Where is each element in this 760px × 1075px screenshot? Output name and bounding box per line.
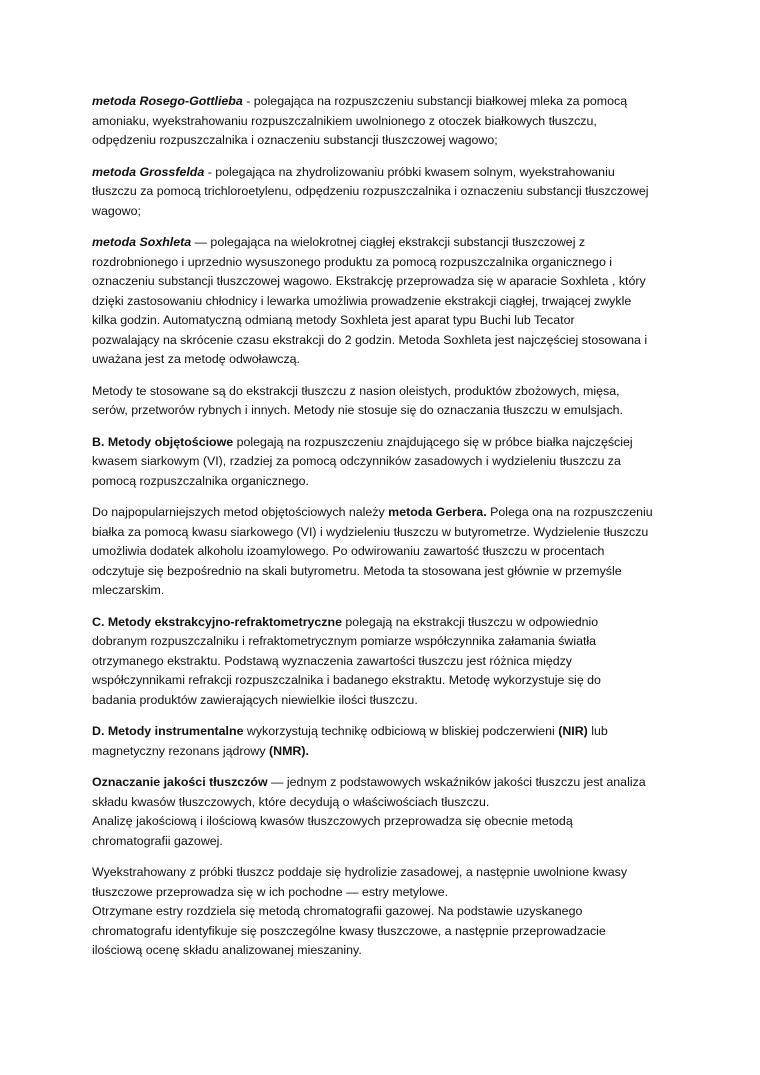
text-line	[92, 350, 674, 370]
text-run: — jednym z podstawowych wskaźników jakości tłuszczu jest analiza	[267, 775, 646, 789]
text-line	[92, 401, 674, 421]
text-line	[92, 131, 674, 151]
text-line	[92, 793, 674, 813]
text-run: dobranym rozpuszczalniku i refraktometrycznym pomiarze współczynnika załamania światła	[92, 634, 597, 648]
text-line	[92, 272, 674, 292]
text-line	[92, 433, 674, 453]
text-line	[92, 742, 674, 762]
text-run: rozdrobnionego i uprzednio wysuszonego produktu za pomocą rozpuszczalnika organicznego i	[92, 254, 613, 269]
bold-term: B. Metody objętościowe	[92, 434, 234, 449]
text-run: otrzymanego ekstraktu. Podstawą wyznaczenia zawartości tłuszczu jest różnica między	[92, 653, 572, 668]
text-run: Metody te stosowane są do ekstrakcji tłuszczu z nasion oleistych, produktów zbożowych, mięsa,	[92, 383, 620, 398]
text-run: ilościową ocenę składu analizowanej mieszaniny.	[92, 943, 362, 957]
method-name: metoda Soxhleta	[92, 235, 192, 249]
text-run: kilka godzin. Automatyczną odmianą metody Soxhleta jest aparat typu Buchi lub Tecator	[92, 313, 575, 327]
text-run: białka za pomocą kwasu siarkowego (VI) i wydzieleniu tłuszczu w butyrometrze. Wydzielenie tłuszczu	[92, 524, 649, 539]
paragraph	[92, 163, 674, 222]
text-line	[92, 253, 674, 273]
text-run: odczytuje się bezpośrednio na skali butyrometru. Metoda ta stosowana jest głównie w przemyśle	[92, 563, 622, 578]
text-line	[92, 773, 674, 793]
paragraph	[92, 92, 674, 151]
text-run: Polega ona na rozpuszczeniu	[486, 505, 653, 519]
text-run: - polegająca na rozpuszczeniu substancji białkowej mleka za pomocą	[242, 94, 628, 108]
text-line	[92, 163, 674, 183]
bold-term: metoda Gerbera.	[388, 505, 487, 519]
text-line	[92, 652, 674, 672]
text-line	[92, 832, 674, 852]
text-line	[92, 902, 674, 922]
text-line	[92, 812, 674, 832]
text-run: tłuszczowe przeprowadza się w ich pochodne — estry metylowe.	[92, 884, 449, 899]
text-run: wykorzystują technikę odbiciową w bliskiej podczerwieni	[243, 724, 559, 738]
text-line	[92, 922, 674, 942]
text-line	[92, 671, 674, 691]
bold-term: (NIR)	[558, 724, 588, 738]
text-line	[92, 722, 674, 742]
bold-term: Oznaczanie jakości tłuszczów	[92, 775, 268, 789]
text-run: pozwalający na skrócenie czasu ekstrakcji do 2 godzin. Metoda Soxhleta jest najczęściej stosowana i	[92, 332, 648, 347]
text-line	[92, 542, 674, 562]
text-line	[92, 613, 674, 633]
text-run: - polegająca na zhydrolizowaniu próbki kwasem solnym, wyekstrahowaniu	[204, 164, 615, 179]
text-line	[92, 382, 674, 402]
text-line	[92, 503, 674, 523]
text-run: kwasem siarkowym (VI), rzadziej za pomocą odczynników zasadowych i wydzieleniu tłuszczu za	[92, 454, 621, 468]
paragraph	[92, 382, 674, 421]
text-line	[92, 311, 674, 331]
bold-term: D. Metody instrumentalne	[92, 724, 244, 738]
text-run: polegają na rozpuszczeniu znajdującego się w próbce białka najczęściej	[233, 434, 633, 449]
text-line	[92, 941, 674, 961]
paragraph	[92, 503, 674, 601]
text-line	[92, 452, 674, 472]
text-line	[92, 233, 674, 253]
text-line	[92, 562, 674, 582]
method-name: metoda Grossfelda	[92, 164, 205, 179]
text-run: umożliwia dodatek alkoholu izoamylowego. Po odwirowaniu zawartość tłuszczu w procentach	[92, 544, 605, 558]
text-run: uważana jest za metodę odwoławczą.	[92, 352, 301, 366]
text-line	[92, 292, 674, 312]
text-line	[92, 523, 674, 543]
text-run: tłuszczu za pomocą trichloroetylenu, odpędzeniu rozpuszczalnika i oznaczeniu substancji tłuszczowej	[92, 184, 649, 198]
paragraph	[92, 863, 674, 961]
text-line	[92, 863, 674, 883]
text-run: chromatografii gazowej.	[92, 833, 223, 848]
text-line	[92, 691, 674, 711]
text-run: mleczarskim.	[92, 583, 165, 597]
text-run: pomocą rozpuszczalnika organicznego.	[92, 473, 309, 488]
text-run: — polegająca na wielokrotnej ciągłej ekstrakcji substancji tłuszczowej z	[191, 235, 586, 249]
text-run: składu kwasów tłuszczowych, które decydują o właściwościach tłuszczu.	[92, 794, 490, 809]
text-run: magnetyczny rezonans jądrowy	[92, 743, 269, 758]
text-run: dzięki zastosowaniu chłodnicy i lewarka umożliwia prowadzenie ekstrakcji ciągłej, trwającej zwykle	[92, 293, 632, 308]
method-name: metoda Rosego-Gottlieba	[92, 94, 243, 108]
text-run: Analizę jakościową i ilościową kwasów tłuszczowych przeprowadza się obecnie metodą	[92, 814, 573, 828]
text-run: współczynnikami refrakcji rozpuszczalnika i badanego ekstraktu. Metodę wykorzystuje się do	[92, 673, 601, 687]
text-line	[92, 632, 674, 652]
text-run: polegają na ekstrakcji tłuszczu w odpowiednio	[341, 614, 599, 629]
text-run: badania produktów zawierających niewielkie ilości tłuszczu.	[92, 692, 418, 707]
paragraph	[92, 233, 674, 370]
document-page	[92, 92, 674, 973]
text-line	[92, 182, 674, 202]
paragraph	[92, 433, 674, 492]
text-line	[92, 472, 674, 492]
paragraph	[92, 613, 674, 711]
text-run: amoniaku, wyekstrahowaniu rozpuszczalnikiem uwolnionego z otoczek białkowych tłuszczu,	[92, 113, 597, 128]
text-run: oznaczeniu substancji tłuszczowej wagowo. Ekstrakcję przeprowadza się w aparacie Soxhleta , który	[92, 274, 646, 288]
text-line	[92, 202, 674, 222]
bold-term: C. Metody ekstrakcyjno-refraktometryczne	[92, 614, 342, 629]
paragraph	[92, 722, 674, 761]
paragraph	[92, 773, 674, 851]
bold-term: (NMR).	[269, 743, 309, 758]
text-run: Otrzymane estry rozdziela się metodą chromatografii gazowej. Na podstawie uzyskanego	[92, 904, 583, 918]
text-line	[92, 581, 674, 601]
text-line	[92, 112, 674, 132]
text-run: odpędzeniu rozpuszczalnika i oznaczeniu substancji tłuszczowej wagowo;	[92, 133, 498, 147]
text-run: Wyekstrahowany z próbki tłuszcz poddaje się hydrolizie zasadowej, a następnie uwolnione kwasy	[92, 865, 628, 879]
text-line	[92, 331, 674, 351]
text-run: lub	[587, 724, 608, 738]
text-line	[92, 883, 674, 903]
text-line	[92, 92, 674, 112]
text-run: chromatografu identyfikuje się poszczególne kwasy tłuszczowe, a następnie przeprowadzacie	[92, 923, 606, 938]
text-run: Do najpopularniejszych metod objętościowych należy	[92, 505, 389, 519]
text-run: serów, przetworów rybnych i innych. Metody nie stosuje się do oznaczania tłuszczu w emulsjach.	[92, 403, 623, 417]
text-run: wagowo;	[92, 203, 141, 218]
